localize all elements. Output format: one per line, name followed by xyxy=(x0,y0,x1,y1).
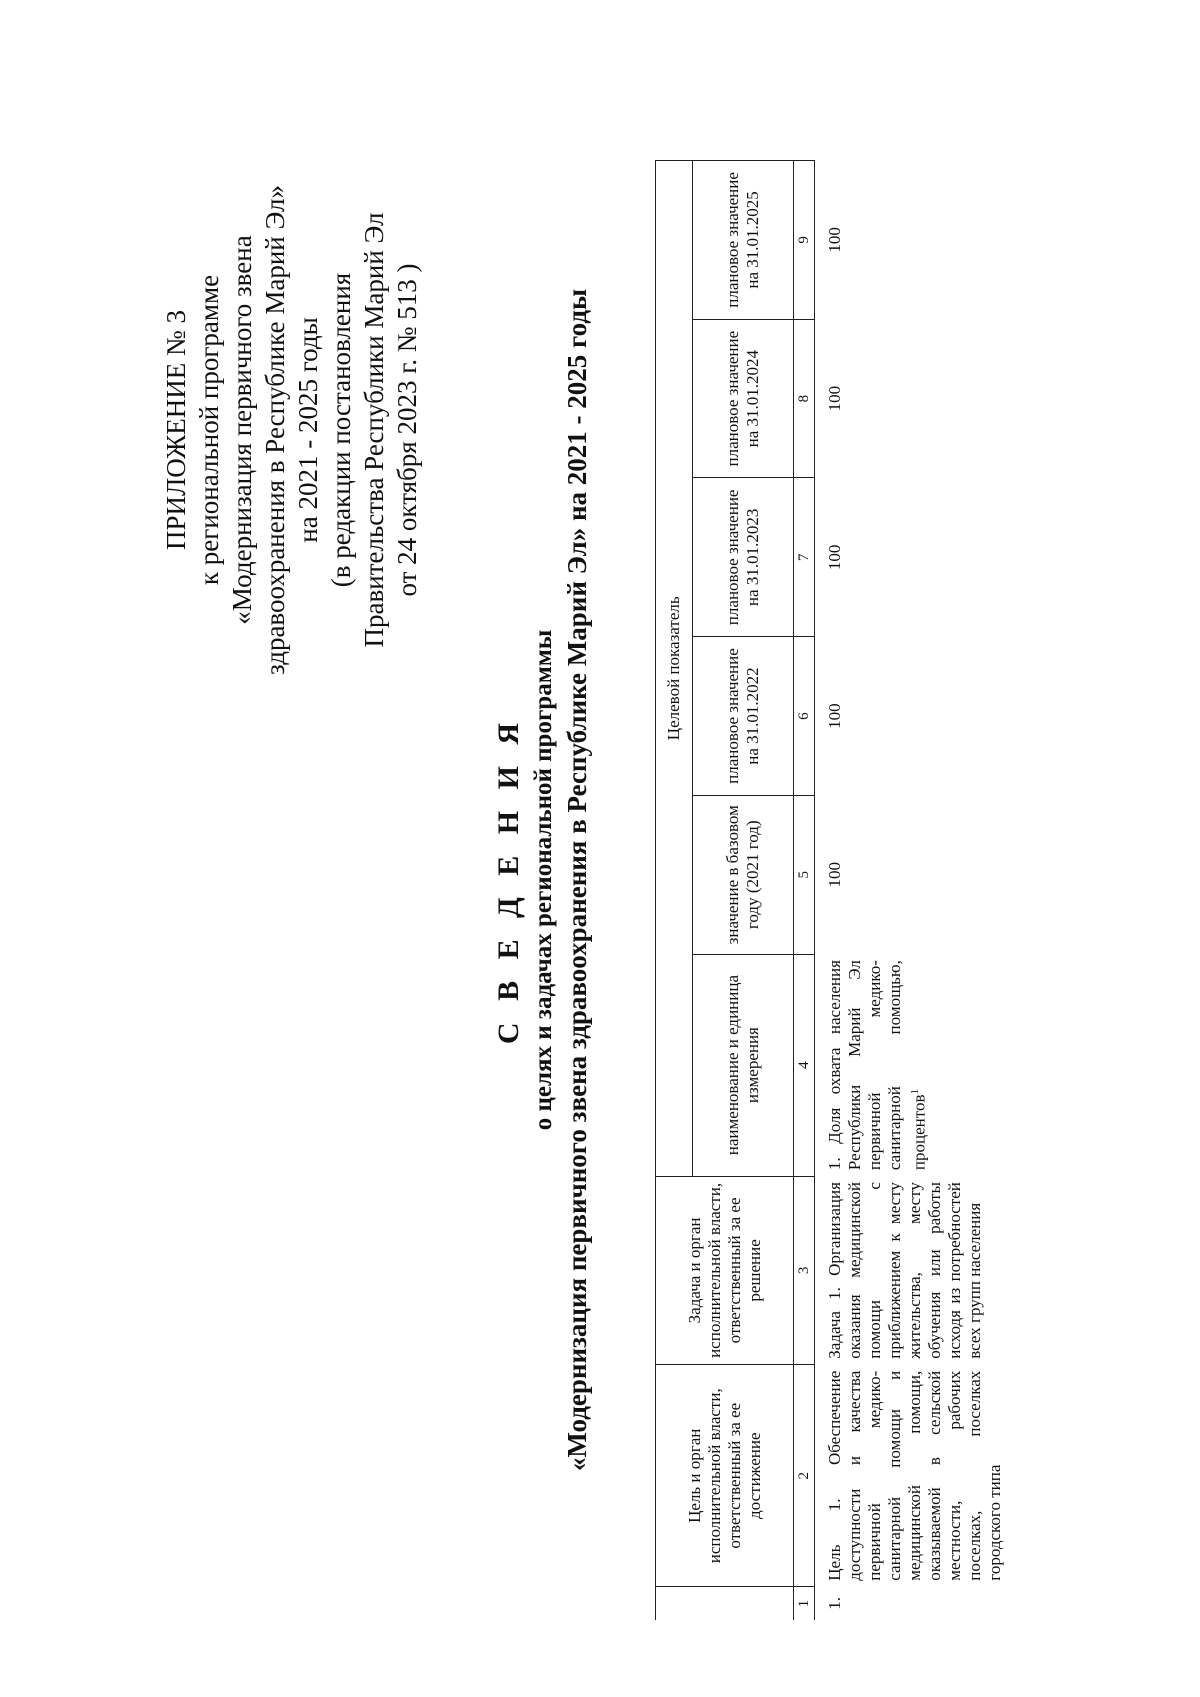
header-plan-2022: плановое значение на 31.01.2022 xyxy=(693,637,794,796)
appendix-date-line: от 24 октября 2023 г. № 513 ) xyxy=(392,263,422,597)
header-plan-2023: плановое значение на 31.01.2023 xyxy=(693,478,794,637)
plan-2023-cell: 100 xyxy=(825,544,844,571)
column-number: 5 xyxy=(794,795,815,954)
column-number-row xyxy=(794,161,815,1621)
document-title: С В Е Д Е Н И Я xyxy=(492,715,525,1045)
appendix-line: «Модернизация первичного звена xyxy=(227,235,257,625)
appendix-line: здравоохранения в Республике Марий Эл» xyxy=(260,185,290,675)
document-title-block xyxy=(490,100,594,1660)
header-plan-2024: плановое значение на 31.01.2024 xyxy=(693,319,794,478)
appendix-line: (в редакции постановления xyxy=(326,272,356,588)
goals-table xyxy=(655,160,1007,1620)
base-value-cell: 100 xyxy=(825,862,844,888)
plan-2024-cell: 100 xyxy=(825,385,844,412)
column-number: 7 xyxy=(794,478,815,637)
header-indicator-name: наименование и единица измерения xyxy=(693,954,794,1176)
indicator-text: 1. Доля охвата населения Республики Марий Эл первичной медико-санитарной помощью, процентов xyxy=(825,960,929,1171)
appendix-line: на 2021 - 2025 годы xyxy=(293,317,323,543)
goal-cell: Цель 1. Обеспечение доступности и качества первичной медико-санитарной помощи и медицинской помощи, оказываемой в сельской местности, рабочих поселках, поселках городского типа xyxy=(825,1370,1004,1581)
appendix-header xyxy=(160,130,424,730)
appendix-line: Правительства Республики Марий Эл xyxy=(359,212,389,648)
column-number: 4 xyxy=(794,954,815,1176)
header-plan-2025: плановое значение на 31.01.2025 xyxy=(693,161,794,320)
header-task: Задача и орган исполнительной власти, ответственный за ее решение xyxy=(656,1176,794,1365)
column-number: 8 xyxy=(794,319,815,478)
appendix-title: ПРИЛОЖЕНИЕ № 3 xyxy=(161,309,191,551)
column-number: 9 xyxy=(794,161,815,320)
column-number: 2 xyxy=(794,1365,815,1587)
task-cell: Задача 1. Организация оказания медицинской помощи с приближением к месту жительства, месту обучения или работы исходя из потребностей всех групп населения xyxy=(825,1182,984,1359)
column-number: 3 xyxy=(794,1176,815,1365)
landscape-document xyxy=(30,100,1160,1660)
row-number: 1. xyxy=(825,1596,844,1610)
header-target-indicator: Целевой показатель xyxy=(656,161,693,1177)
header-goal: Цель и орган исполнительной власти, ответственный за ее достижение xyxy=(656,1365,794,1587)
footnote-marker: 1 xyxy=(909,1089,921,1095)
plan-2025-cell: 100 xyxy=(825,227,844,253)
column-number: 6 xyxy=(794,637,815,796)
header-base-value: значение в базовом году (2021 год) xyxy=(693,795,794,954)
document-subtitle: о целях и задачах региональной программы xyxy=(530,629,557,1131)
header-num-blank xyxy=(656,1587,794,1620)
indicator-cell xyxy=(815,954,1008,1176)
appendix-line: к региональной программе xyxy=(194,274,224,586)
column-number: 1 xyxy=(794,1587,815,1620)
table-row xyxy=(815,161,1008,1621)
plan-2022-cell: 100 xyxy=(825,703,844,729)
program-name: «Модернизация первичного звена здравоохранения в Республике Марий Эл» на 2021 - 2025 годы xyxy=(562,288,592,1472)
